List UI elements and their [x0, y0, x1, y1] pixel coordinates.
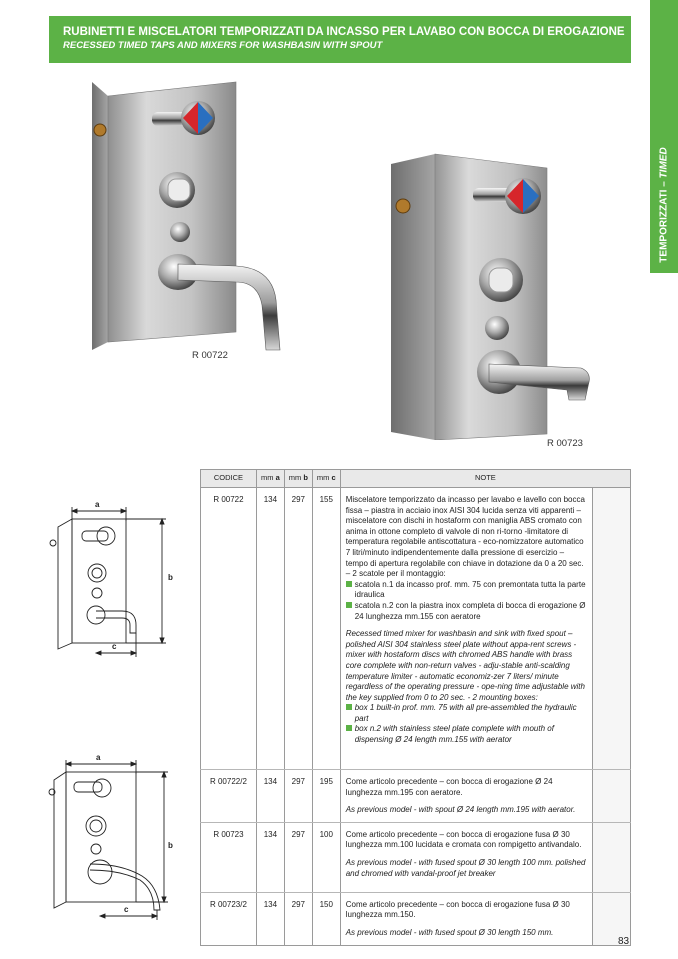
- note-italian: Miscelatore temporizzato da incasso per lavabo e lavello con bocca fissa – piastra in acciaio inox AISI 304 lucida senza viti apparenti – miscelatore con dischi in hostaform con maniglia ABS cromato con anima in ottone completo di valvole di non ri-torno -limitatore di temperatura regolabile antiscottatura - eco-nomizzatore automatico 7 litri/minuto indipendentemente dalla pressione di esercizio – tempo di apertura regolabile con chiave in dotazione da 0 a 20 sec. – 2 scatole per il montaggio:: [345, 495, 585, 579]
- cell-a: 134: [256, 770, 284, 823]
- mixer-panel-illustration: [86, 80, 296, 370]
- cell-note: [340, 822, 592, 892]
- cell-blank: [593, 822, 631, 892]
- bullet-item: box n.2 with stainless steel plate complete with mouth of dispensing Ø 24 length mm.155 with aerator: [346, 724, 588, 745]
- green-square-icon: [346, 704, 352, 710]
- specification-table: [200, 469, 631, 946]
- technical-drawing-2: [40, 752, 190, 927]
- page-number: 83: [618, 936, 630, 947]
- dimension-label-b: b: [168, 841, 173, 850]
- bullet-item: scatola n.2 con la piastra inox completa di bocca di erogazione Ø 24 lunghezza mm.155 con aeratore: [346, 601, 588, 622]
- mixer-panel-illustration: [385, 150, 600, 440]
- cell-note: [340, 770, 592, 823]
- cell-a: 134: [256, 822, 284, 892]
- product-photo-r00723: [385, 150, 600, 455]
- cell-c: 100: [312, 822, 340, 892]
- table-row: [201, 488, 631, 770]
- cell-blank: [593, 770, 631, 823]
- note-english: As previous model - with fused spout Ø 30 length 150 mm.: [345, 927, 554, 937]
- dimension-label-b: b: [168, 573, 173, 582]
- cell-code: R 00722/2: [201, 770, 257, 823]
- table-row: [201, 822, 631, 892]
- dimension-label-a: a: [96, 753, 101, 762]
- cell-b: 297: [284, 488, 312, 770]
- column-header-a: mm a: [256, 470, 284, 488]
- cell-b: 297: [284, 822, 312, 892]
- cell-note: [340, 488, 592, 770]
- cell-b: 297: [284, 892, 312, 945]
- cell-c: 150: [312, 892, 340, 945]
- note-italian: Come articolo precedente – con bocca di erogazione Ø 24 lunghezza mm.195 con aeratore.: [345, 777, 553, 797]
- table-row: [201, 770, 631, 823]
- photo-code-r00722: R 00722: [192, 350, 228, 361]
- column-header-note: NOTE: [340, 470, 630, 488]
- cell-a: 134: [256, 488, 284, 770]
- green-square-icon: [346, 602, 352, 608]
- cell-note: [340, 892, 592, 945]
- table-header-row: [201, 470, 631, 488]
- cell-blank: [593, 488, 631, 770]
- note-english: As previous model - with spout Ø 24 length mm.195 with aerator.: [345, 805, 576, 815]
- column-header-b: mm b: [284, 470, 312, 488]
- bullet-item: scatola n.1 da incasso prof. mm. 75 con premontata tutta la parte idraulica: [346, 580, 588, 601]
- photo-code-r00723: R 00723: [547, 438, 583, 449]
- note-italian: Come articolo precedente – con bocca di erogazione fusa Ø 30 lunghezza mm.150.: [345, 899, 570, 920]
- header-bar: [49, 16, 631, 63]
- cell-c: 195: [312, 770, 340, 823]
- column-header-code: CODICE: [201, 470, 257, 488]
- product-photo-r00722: [86, 80, 296, 370]
- note-italian: Come articolo precedente – con bocca di erogazione fusa Ø 30 lunghezza mm.100 lucidata e cromata con rompigetto antivandalo.: [345, 829, 582, 850]
- green-square-icon: [346, 725, 352, 731]
- dimension-label-c: c: [112, 642, 117, 651]
- section-tab: [650, 0, 678, 273]
- page-subtitle: RECESSED TIMED TAPS AND MIXERS FOR WASHBASIN WITH SPOUT: [63, 40, 383, 51]
- note-english: As previous model - with fused spout Ø 30 length 100 mm. polished and chromed with vandal-proof jet breaker: [345, 857, 586, 878]
- dimension-label-a: a: [95, 500, 100, 509]
- green-square-icon: [346, 581, 352, 587]
- note-english: Recessed timed mixer for washbasin and sink with fixed spout – polished AISI 304 stainless steel plate without appa-rent screws - mixer with hostaform discs with chromed ABS handle with brass core complete with non-return valves - adju-stable anti-scalding temperature limiter - automatic economiz-zer 7 liters/ minute regardless of the operating pressure - ope-ning time adjustable with the key supplied from 0 to 20 sec. - 2 mounting boxes:: [345, 629, 585, 702]
- page-title: RUBINETTI E MISCELATORI TEMPORIZZATI DA INCASSO PER LAVABO CON BOCCA DI EROGAZIONE: [63, 26, 625, 38]
- cell-a: 134: [256, 892, 284, 945]
- table-row: [201, 892, 631, 945]
- cell-code: R 00723/2: [201, 892, 257, 945]
- cell-code: R 00723: [201, 822, 257, 892]
- bullet-item: box 1 built-in prof. mm. 75 with all pre-assembled the hydraulic part: [346, 703, 588, 724]
- cell-b: 297: [284, 770, 312, 823]
- cell-code: R 00722: [201, 488, 257, 770]
- technical-drawing-1: [40, 497, 190, 662]
- dimension-label-c: c: [124, 905, 129, 914]
- cell-c: 155: [312, 488, 340, 770]
- section-tab-label: TEMPORIZZATI – TIMED: [658, 147, 670, 263]
- column-header-c: mm c: [312, 470, 340, 488]
